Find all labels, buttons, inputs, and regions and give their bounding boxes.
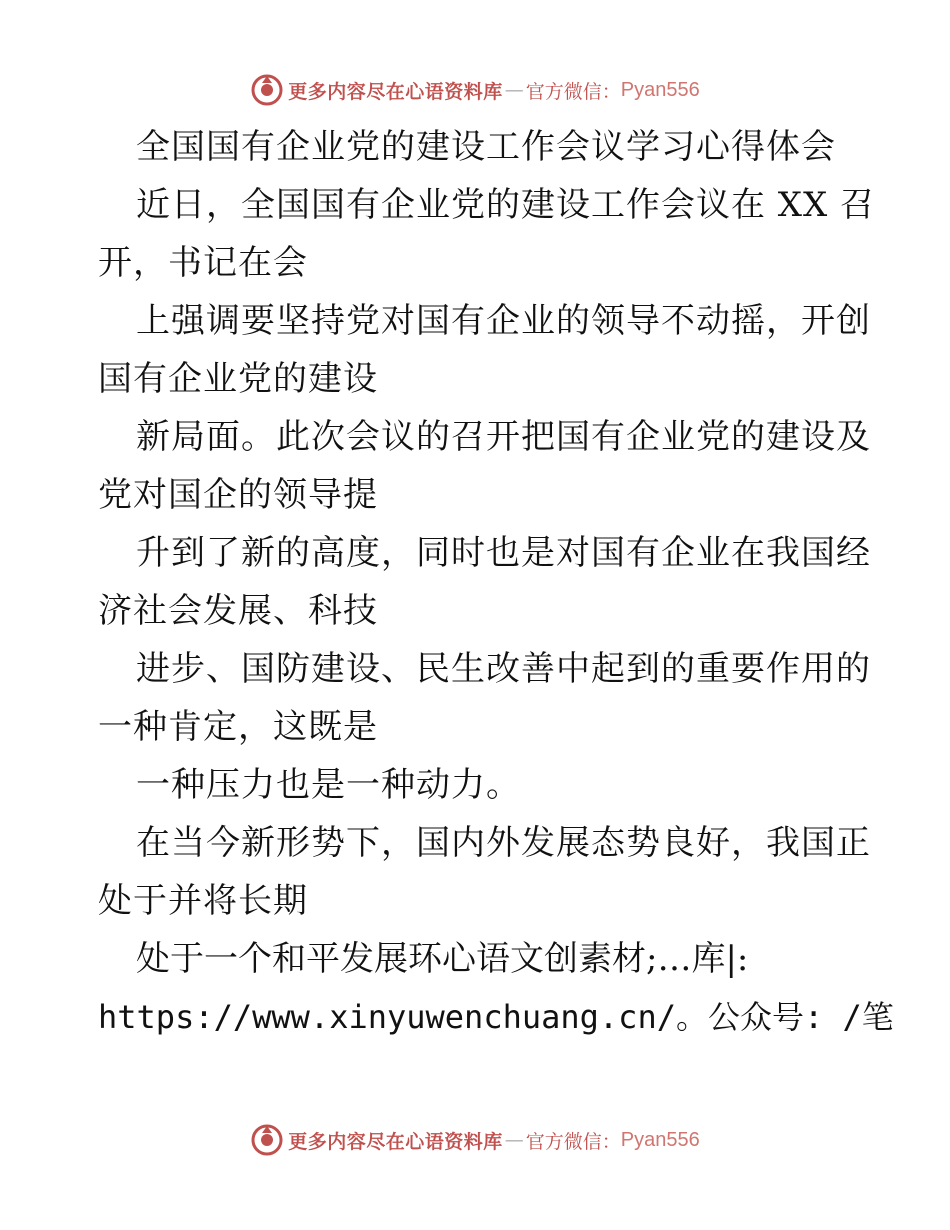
header-banner: [0, 70, 950, 110]
text-line: 处于一个和平发展环心语文创素材;…库|:: [136, 939, 749, 979]
text-line: 党对国企的领导提: [98, 475, 378, 515]
footer-banner: [0, 1120, 950, 1160]
text-line: 开，书记在会: [98, 243, 308, 283]
text-line: 一种肯定，这既是: [98, 707, 378, 747]
footer-banner-dash: —: [504, 1129, 524, 1151]
text-line: 在当今新形势下，国内外发展态势良好，我国正: [136, 823, 871, 863]
header-wechat-id: Pyan556: [620, 78, 700, 101]
text-line: 近日，全国国有企业党的建设工作会议在 XX 召: [136, 185, 876, 225]
text-line: 一种压力也是一种动力。: [136, 765, 521, 805]
text-line-url[interactable]: https://www.xinyuwenchuang.cn/。公众号: /笔: [98, 998, 894, 1036]
brand-logo-icon: [250, 73, 284, 107]
text-line: 国有企业党的建设: [98, 359, 378, 399]
footer-wechat-label: 官方微信：: [525, 1130, 621, 1153]
footer-banner-text: 更多内容尽在心语资料库: [288, 1130, 503, 1153]
text-line: 济社会发展、科技: [98, 591, 378, 631]
text-line: 升到了新的高度，同时也是对国有企业在我国经: [136, 533, 871, 573]
text-line: 上强调要坚持党对国有企业的领导不动摇，开创: [136, 301, 871, 341]
text-line: 处于并将长期: [98, 881, 308, 921]
brand-logo-icon: [250, 1123, 284, 1157]
footer-wechat-id: Pyan556: [620, 1128, 700, 1151]
header-banner-dash: —: [504, 79, 524, 101]
header-banner-text: 更多内容尽在心语资料库: [288, 80, 503, 103]
document-body: [98, 118, 894, 1046]
text-line: 新局面。此次会议的召开把国有企业党的建设及: [136, 417, 871, 457]
header-wechat-label: 官方微信：: [525, 80, 621, 103]
document-title: 全国国有企业党的建设工作会议学习心得体会: [136, 127, 836, 167]
text-line: 进步、国防建设、民生改善中起到的重要作用的: [136, 649, 871, 689]
